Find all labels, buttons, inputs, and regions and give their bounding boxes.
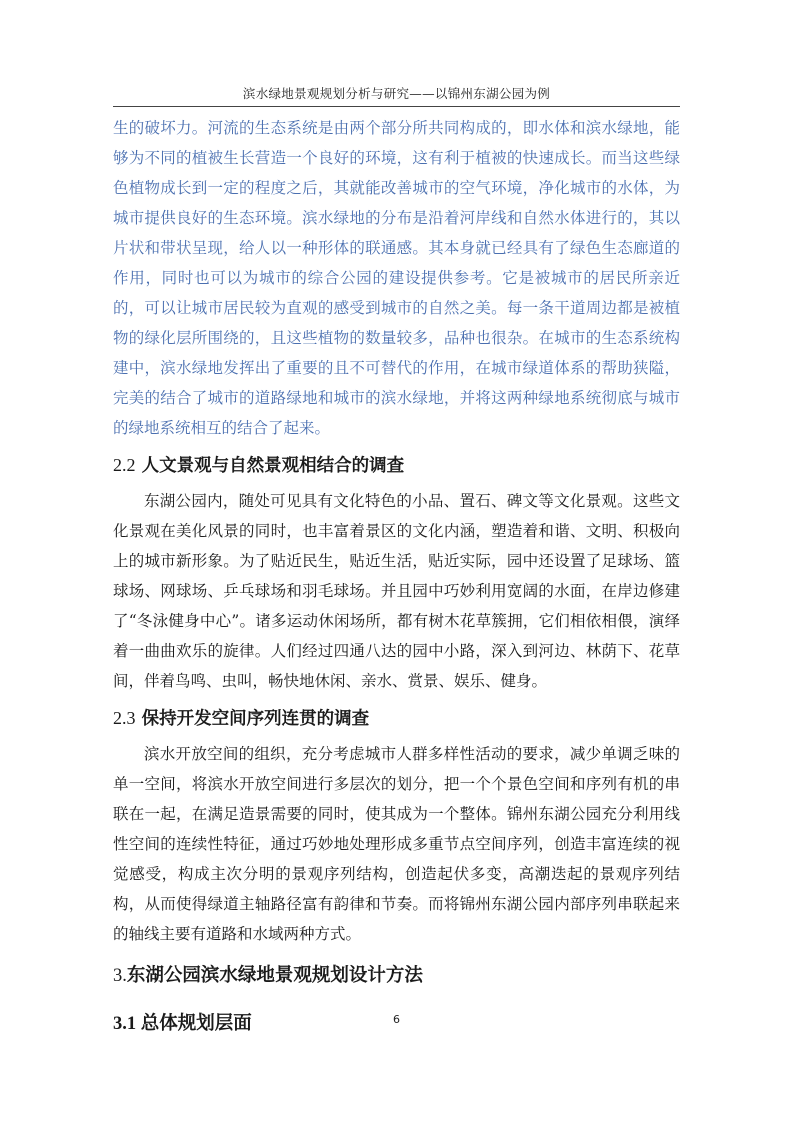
- page-number: 6: [393, 1013, 400, 1026]
- page-body: [113, 113, 680, 1037]
- running-header: 滨水绿地景观规划分析与研究——以锦州东湖公园为例: [242, 86, 551, 101]
- section-number: 3.1: [113, 1014, 137, 1034]
- header-rule: [113, 106, 680, 107]
- section-number: 3.: [113, 966, 127, 986]
- continued-paragraph: 生的破坏力。河流的生态系统是由两个部分所共同构成的，即水体和滨水绿地，能够为不同的植被生长营造一个良好的环境，这有利于植被的快速成长。而当这些绿色植物成长到一定的程度之后，其就能改善城市的空气环境，净化城市的水体，为城市提供良好的生态环境。滨水绿地的分布是沿着河岸线和自然水体进行的，其以片状和带状呈现，给人以一种形体的联通感。其本身就已经具有了绿色生态廊道的作用，同时也可以为城市的综合公园的建设提供参考。它是被城市的居民所亲近的，可以让城市居民较为直观的感受到城市的自然之美。每一条干道周边都是被植物的绿化层所围绕的，且这些植物的数量较多，品种也很杂。在城市的生态系统构建中，滨水绿地发挥出了重要的且不可替代的作用，在城市绿道体系的帮助狭隘，完美的结合了城市的道路绿地和城市的滨水绿地，并将这两种绿地系统彻底与城市的绿地系统相互的结合了起来。: [113, 119, 680, 437]
- section-number: 2.2: [113, 455, 136, 475]
- section-heading-3: [113, 963, 680, 989]
- section-heading-2-2: [113, 453, 680, 478]
- section-number: 2.3: [113, 708, 136, 728]
- section-2-3-paragraph: 滨水开放空间的组织，充分考虑城市人群多样性活动的要求，减少单调乏味的单一空间，将滨水开放空间进行多层次的划分，把一个个景色空间和序列有机的串联在一起，在满足造景需要的同时，使其成为一个整体。锦州东湖公园充分利用线性空间的连续性特征，通过巧妙地处理形成多重节点空间序列，创造丰富连续的视觉感受，构成主次分明的景观序列结构，创造起伏多变，高潮迭起的景观序列结构，从而使得绿道主轴路径富有韵律和节奏。而将锦州东湖公园内部序列串联起来的轴线主要有道路和水域两种方式。: [113, 745, 680, 943]
- section-heading-2-3: [113, 706, 680, 731]
- section-2-2-paragraph: 东湖公园内，随处可见具有文化特色的小品、置石、碑文等文化景观。这些文化景观在美化风景的同时，也丰富着景区的文化内涵，塑造着和谐、文明、积极向上的城市新形象。为了贴近民生，贴近生活，贴近实际，园中还设置了足球场、篮球场、网球场、乒乓球场和羽毛球场。并且园中巧妙利用宽阔的水面，在岸边修建了“冬泳健身中心”。诸多运动休闲场所，都有树木花草簇拥，它们相依相偎，演绎着一曲曲欢乐的旋律。人们经过四通八达的园中小路，深入到河边、林荫下、花草间，伴着鸟鸣、虫叫，畅快地休闲、亲水、赏景、娱乐、健身。: [113, 492, 680, 690]
- section-title: 保持开发空间序列连贯的调查: [141, 709, 370, 729]
- section-title: 人文景观与自然景观相结合的调查: [141, 456, 405, 476]
- section-title: 总体规划层面: [140, 1014, 252, 1034]
- section-title: 东湖公园滨水绿地景观规划设计方法: [126, 965, 423, 986]
